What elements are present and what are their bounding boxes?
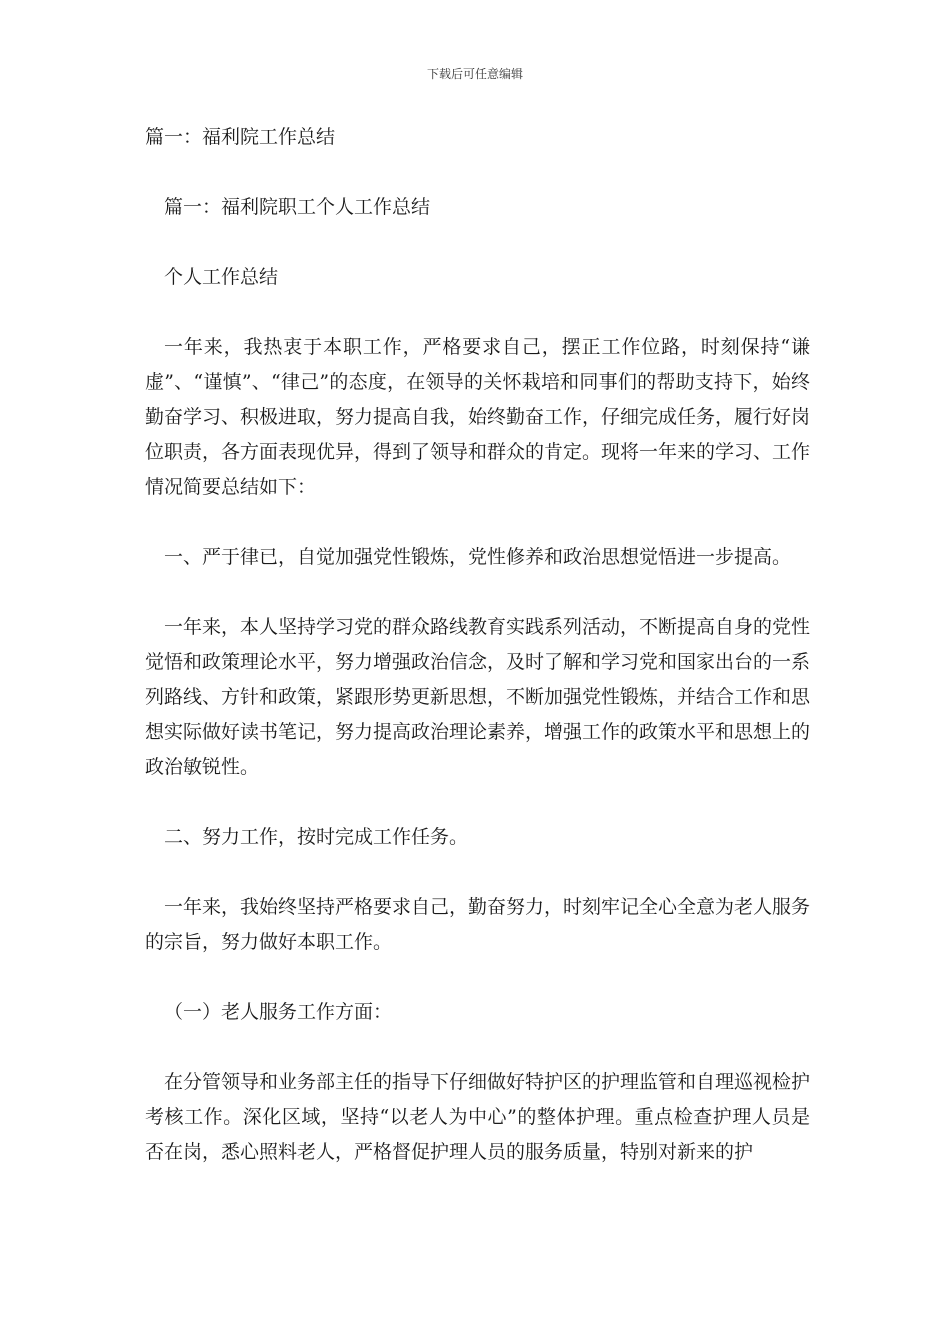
document-body: [145, 120, 810, 1170]
body-paragraph: 一年来，本人坚持学习党的群众路线教育实践系列活动，不断提高自身的党性觉悟和政策理论水平，努力增强政治信念，及时了解和学习党和国家出台的一系列路线、方针和政策，紧跟形势更新思想，不断加强党性锻炼，并结合工作和思想实际做好读书笔记，努力提高政治理论素养，增强工作的政策水平和思想上的政治敏锐性。: [145, 616, 811, 778]
section-title: 篇一：福利院工作总结: [145, 126, 336, 148]
subsection-heading: （一）老人服务工作方面：: [164, 1001, 393, 1023]
body-paragraph: 在分管领导和业务部主任的指导下仔细做好特护区的护理监管和自理巡视检护考核工作。深化区域，坚持“以老人为中心”的整体护理。重点检查护理人员是否在岗，悉心照料老人，严格督促护理人员的服务质量，特别对新来的护: [145, 1071, 811, 1163]
document-title: 篇一：福利院职工个人工作总结: [164, 196, 431, 218]
section-heading: 一、严于律已，自觉加强党性锻炼，党性修养和政治思想觉悟进一步提高。: [164, 546, 792, 568]
body-paragraph: 一年来，我始终坚持严格要求自己，勤奋努力，时刻牢记全心全意为老人服务的宗旨，努力做好本职工作。: [145, 896, 811, 953]
section-heading: 二、努力工作，按时完成工作任务。: [164, 826, 469, 848]
header-note: 下载后可任意编辑: [426, 67, 523, 81]
subtitle: 个人工作总结: [164, 266, 279, 288]
body-paragraph: 一年来，我热衷于本职工作，严格要求自己，摆正工作位路，时刻保持“谦虚”、“谨慎”、“律己”的态度，在领导的关怀栽培和同事们的帮助支持下，始终勤奋学习、积极进取，努力提高自我，始终勤奋工作，仔细完成任务，履行好岗位职责，各方面表现优异，得到了领导和群众的肯定。现将一年来的学习、工作情况简要总结如下：: [145, 336, 811, 498]
